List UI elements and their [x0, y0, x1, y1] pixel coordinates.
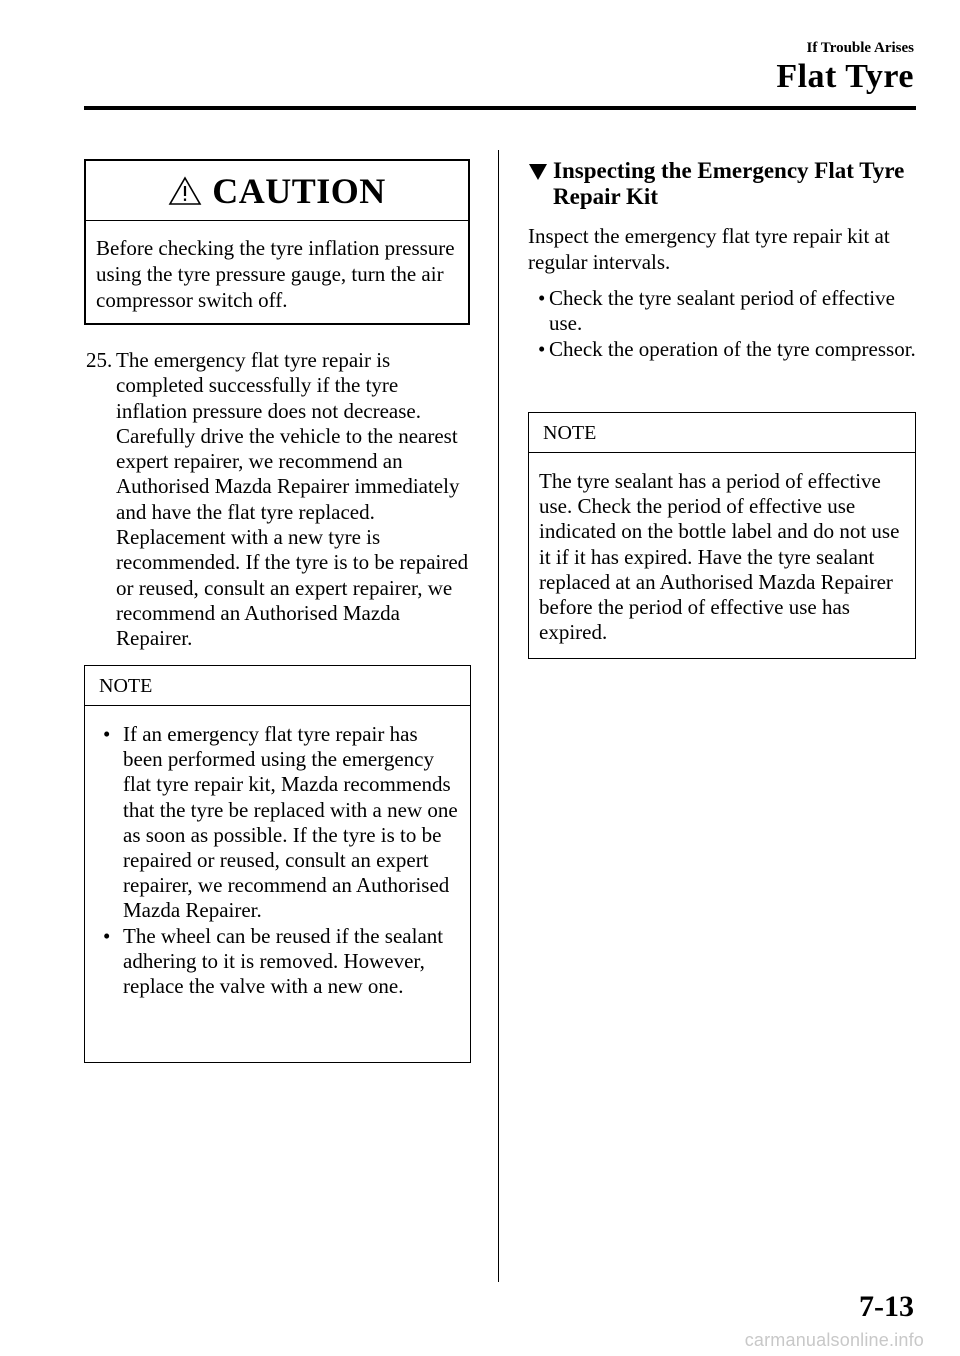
- caution-title: CAUTION: [212, 170, 386, 211]
- note-body: [85, 706, 470, 999]
- check-item: [538, 337, 918, 362]
- intro-paragraph: Inspect the emergency flat tyre repair kit at regular intervals.: [528, 224, 890, 274]
- note-list-item: [97, 924, 462, 1000]
- check-item-text: Check the tyre sealant period of effective use.: [549, 286, 895, 336]
- caution-text: Before checking the tyre inflation pressure using the tyre pressure gauge, turn the air compressor switch off.: [96, 236, 455, 312]
- section-heading: [528, 158, 928, 210]
- check-item-text: Check the operation of the tyre compressor.: [549, 336, 916, 361]
- header-rule: [84, 106, 916, 110]
- bullet-icon: •: [103, 722, 111, 746]
- section-heading-text: Inspecting the Emergency Flat Tyre Repair Kit: [553, 158, 905, 209]
- bullet-icon: •: [538, 336, 546, 361]
- section-header: If Trouble Arises: [806, 40, 914, 56]
- note-box-left: [84, 665, 471, 1063]
- note-body: The tyre sealant has a period of effective use. Check the period of effective use indicated on the bottle label and do not use it if it has expired. Have the tyre sealant replaced at an Authorised Mazda Repairer before the period of effective use has expired.: [539, 469, 900, 645]
- caution-header: [86, 161, 468, 221]
- note-label: NOTE: [85, 666, 470, 706]
- page-number: 7-13: [859, 1290, 914, 1323]
- step-number: 25.: [86, 348, 113, 372]
- watermark: carmanualsonline.info: [744, 1330, 924, 1350]
- check-list: [538, 286, 918, 362]
- bullet-icon: •: [538, 286, 546, 310]
- note-list-item: [97, 722, 462, 924]
- check-item: [538, 286, 918, 337]
- step-text: The emergency flat tyre repair is completed successfully if the tyre inflation pressure does not decrease. Carefully drive the vehicle to the nearest expert repairer, we recommend an Authorised Mazda Repairer immediately and have the flat tyre replaced. Replacement with a new tyre is recommended. If the tyre is to be repaired or reused, consult an expert repairer, we recommend an Authorised Mazda Repairer.: [116, 348, 469, 651]
- note-box-right: [528, 412, 916, 659]
- page-title: Flat Tyre: [776, 58, 914, 95]
- step-25: [86, 348, 470, 652]
- note-item-text: The wheel can be reused if the sealant adhering to it is removed. However, replace the valve with a new one.: [123, 923, 444, 999]
- caution-box: [84, 159, 470, 325]
- note-label: NOTE: [529, 413, 915, 453]
- note-item-text: If an emergency flat tyre repair has been performed using the emergency flat tyre repair kit, Mazda recommends that the tyre be replaced with a new one as soon as possible. If the tyre is to be repaired or reused, consult an expert repairer, we recommend an Authorised Mazda Repairer.: [123, 722, 458, 923]
- down-triangle-icon: [528, 163, 548, 181]
- bullet-icon: •: [103, 923, 111, 948]
- column-divider: [498, 150, 499, 1282]
- warning-triangle-icon: [168, 176, 202, 206]
